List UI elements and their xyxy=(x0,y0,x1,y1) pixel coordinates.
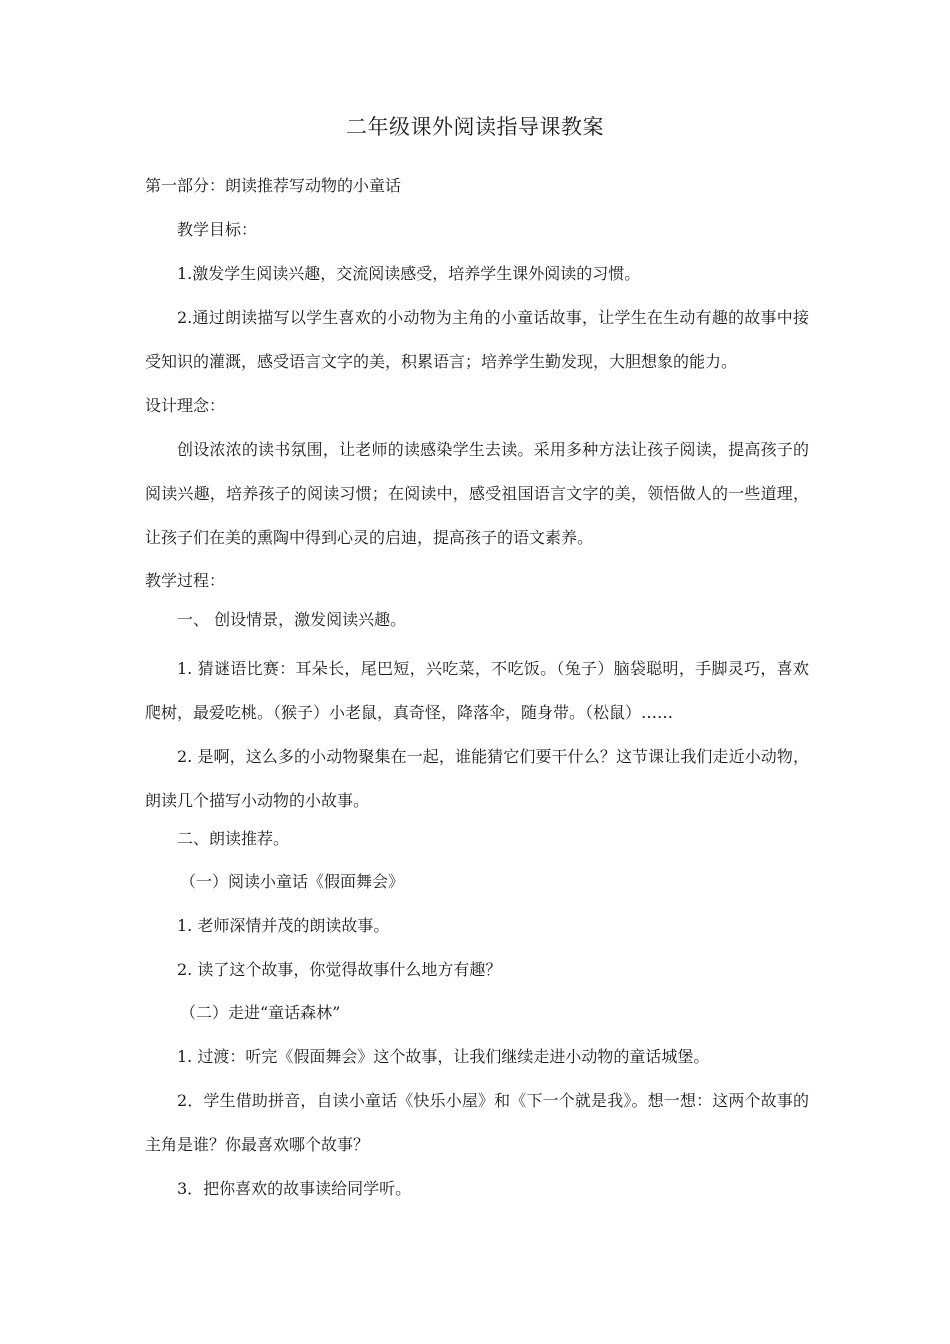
sub-1-item-2: 2. 读了这个故事，你觉得故事什么地方有趣？ xyxy=(177,960,502,979)
sub-section-1: （一）阅读小童话《假面舞会》 xyxy=(180,872,405,891)
objective-1: 1.激发学生阅读兴趣，交流阅读感受，培养学生课外阅读的习惯。 xyxy=(177,264,641,283)
step-2: 二、朗读推荐。 xyxy=(177,829,290,848)
design-heading: 设计理念： xyxy=(145,396,226,415)
objective-2: 2.通过朗读描写以学生喜欢的小动物为主角的小童话故事，让学生在生动有趣的故事中接受知识的灌溉，感受语言文字的美，积累语言；培养学生勤发现，大胆想象的能力。 xyxy=(145,308,809,371)
design-text: 创设浓浓的读书氛围，让老师的读感染学生去读。采用多种方法让孩子阅读，提高孩子的阅读兴趣，培养孩子的阅读习惯；在阅读中，感受祖国语言文字的美，领悟做人的一些道理，让孩子们在美的熏陶中得到心灵的启迪，提高孩子的语文素养。 xyxy=(145,440,809,547)
document-title: 二年级课外阅读指导课教案 xyxy=(346,115,604,139)
sub-1-item-1: 1. 老师深情并茂的朗读故事。 xyxy=(177,916,390,935)
sub-2-item-1: 1. 过渡：听完《假面舞会》这个故事，让我们继续走进小动物的童话城堡。 xyxy=(177,1047,710,1066)
part1-heading: 第一部分：朗读推荐写动物的小童话 xyxy=(145,176,402,195)
objectives-heading: 教学目标： xyxy=(177,220,258,239)
sub-2-item-3: 3．把你喜欢的故事读给同学听。 xyxy=(177,1179,412,1198)
sub-section-2: （二）走进“童话森林” xyxy=(180,1003,341,1022)
process-heading: 教学过程： xyxy=(145,571,226,590)
sub-2-item-2: 2．学生借助拼音，自读小童话《快乐小屋》和《下一个就是我》。想一想：这两个故事的主角是谁？你最喜欢哪个故事？ xyxy=(145,1091,809,1154)
step-1-item-2: 2. 是啊，这么多的小动物聚集在一起，谁能猜它们要干什么？这节课让我们走近小动物，朗读几个描写小动物的小故事。 xyxy=(145,747,809,810)
step-1-item-1: 1. 猜谜语比赛：耳朵长，尾巴短，兴吃菜，不吃饭。（兔子）脑袋聪明，手脚灵巧，喜欢爬树，最爱吃桃。（猴子）小老鼠，真奇怪，降落伞，随身带。（松鼠）…… xyxy=(145,659,809,722)
step-1: 一、 创设情景，激发阅读兴趣。 xyxy=(177,610,407,629)
